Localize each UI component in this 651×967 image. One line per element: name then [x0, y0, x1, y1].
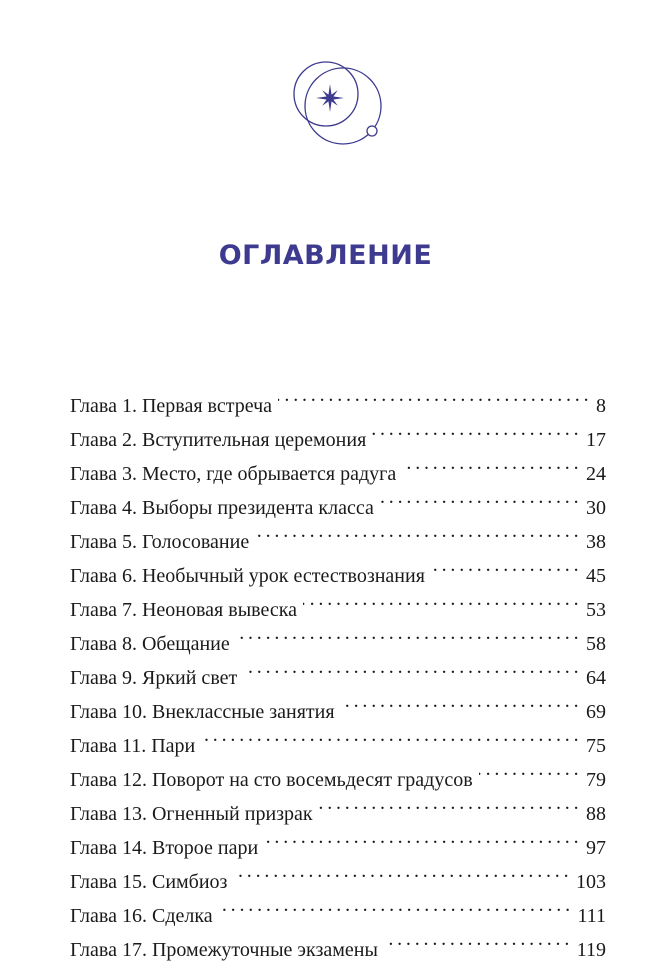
toc-entry-page: 24	[586, 463, 606, 485]
dot-leader	[278, 378, 588, 412]
toc-entry-page: 103	[576, 871, 606, 893]
toc-entry-title: Глава 17. Промежуточные экзамены	[70, 939, 378, 961]
toc-entry-page: 58	[586, 633, 606, 655]
toc-entry-page: 38	[586, 531, 606, 553]
dot-leader	[380, 480, 578, 514]
toc-entry-page: 119	[576, 939, 606, 961]
toc-entry-page: 75	[586, 735, 606, 757]
toc-entry-page: 53	[586, 599, 606, 621]
toc-entry-title: Глава 5. Голосование	[70, 531, 250, 553]
toc-entry-page: 8	[596, 395, 606, 417]
toc-entry-title: Глава 7. Неоновая вывеска	[70, 599, 298, 621]
toc-entry-page: 97	[586, 837, 606, 859]
toc-entry-page: 88	[586, 803, 606, 825]
toc-entry-title: Глава 2. Вступительная церемония	[70, 429, 367, 451]
dot-leader	[402, 446, 578, 480]
dot-leader	[236, 616, 578, 650]
toc-entry-page: 45	[586, 565, 606, 587]
dot-leader	[372, 412, 578, 446]
toc-entry-title: Глава 12. Поворот на сто восемьдесят градусов	[70, 769, 473, 791]
toc-entry-page: 111	[577, 905, 606, 927]
toc-entry-page: 64	[586, 667, 606, 689]
dot-leader	[219, 888, 570, 922]
orbit-star-icon	[288, 58, 388, 158]
dot-leader	[431, 548, 578, 582]
toc-entry-title: Глава 1. Первая встреча	[70, 395, 273, 417]
toc-entry-title: Глава 10. Внеклассные занятия	[70, 701, 335, 723]
toc-entry-title: Глава 9. Яркий свет	[70, 667, 238, 689]
dot-leader	[319, 786, 578, 820]
dot-leader	[384, 922, 569, 956]
toc-entry-page: 79	[586, 769, 606, 791]
dot-leader	[243, 650, 578, 684]
dot-leader	[303, 582, 578, 616]
toc-entry-title: Глава 3. Место, где обрывается радуга	[70, 463, 397, 485]
dot-leader	[341, 684, 578, 718]
toc-entry-title: Глава 15. Симбиоз	[70, 871, 228, 893]
dot-leader	[201, 718, 578, 752]
toc-entry-page: 69	[586, 701, 606, 723]
dot-leader	[255, 514, 578, 548]
toc-entry-title: Глава 8. Обещание	[70, 633, 230, 655]
toc-entry-title: Глава 14. Второе пари	[70, 837, 259, 859]
toc-entry-title: Глава 13. Огненный призрак	[70, 803, 313, 825]
dot-leader	[264, 820, 578, 854]
toc-entry-page: 17	[586, 429, 606, 451]
toc-entry-title: Глава 4. Выборы президента класса	[70, 497, 374, 519]
toc-entry-title: Глава 16. Сделка	[70, 905, 213, 927]
toc-entry-title: Глава 6. Необычный урок естествознания	[70, 565, 425, 587]
table-of-contents	[70, 378, 606, 961]
toc-entry[interactable]	[70, 378, 606, 417]
dot-leader	[479, 752, 578, 786]
toc-entry-page: 30	[586, 497, 606, 519]
toc-entry-title: Глава 11. Пари	[70, 735, 196, 757]
dot-leader	[233, 854, 568, 888]
page-title: ОГЛАВЛЕНИЕ	[218, 240, 433, 272]
